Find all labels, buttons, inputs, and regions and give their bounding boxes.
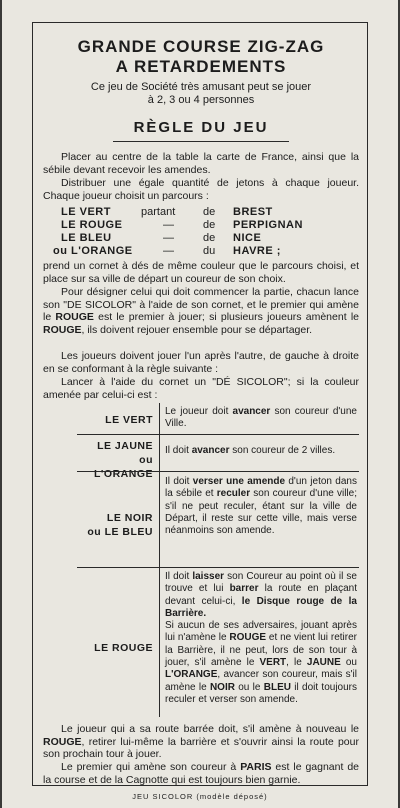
route-connector: — — [163, 245, 174, 257]
route-row — [53, 232, 353, 245]
route-city: HAVRE ; — [233, 245, 281, 257]
paragraph-barrier: Le joueur qui a sa route barrée doit, s'il amène à nouveau le ROUGE, retirer lui-même la barrière et s'ouvrir ainsi la route pour son prochain tour à jouer. — [43, 723, 359, 761]
case-rouge-effect: Il doit laisser son Coureur au point où il se trouve et lui barrer la route en plaçant devant celui-ci, le Disque rouge de la Barrière. Si aucun de ses adversaires, jouant après lui n'amène le ROUGE et ne vient lui retirer la Barrière, il ne peut, lors de son tour à jouer, s'il amène le VERT, le JAUNE ou L'ORANGE, avancer son coureur, mais s'il amène le NOIR ou le BLEU il doit toujours reculer et verser son amende. — [165, 571, 358, 705]
route-city: PERPIGNAN — [233, 219, 303, 231]
case-vert-effect: Le joueur doit avancer son coureur d'une Ville. — [165, 406, 357, 430]
route-connector: partant — [141, 206, 176, 218]
case-vert-condition: LE VERT — [105, 414, 153, 426]
case-jaune-condition: LE JAUNE ou L'ORANGE — [94, 440, 153, 480]
route-preposition: de — [203, 232, 216, 244]
case-rouge-condition: LE ROUGE — [94, 642, 153, 654]
paragraph-roll: Lancer à l'aide du cornet un "DÉ SICOLOR"; si la couleur amenée par celui-ci est : — [43, 376, 359, 401]
route-color: LE ROUGE — [61, 219, 123, 231]
table-divider — [159, 403, 160, 717]
route-row — [53, 219, 353, 232]
route-city: BREST — [233, 206, 273, 218]
route-preposition: du — [203, 245, 216, 257]
paragraph-start: Pour désigner celui qui doit commencer la partie, chacun lance son "DE SICOLOR" à l'aide de son cornet, et le premier qui amène le ROUGE est le premier à jouer; si plusieurs joueurs amènent le ROUGE, ils doivent rejouer ensemble pour se départager. — [43, 286, 359, 336]
paragraph-cornet: prend un cornet à dés de même couleur que le parcours choisi, et place sur sa ville de départ un coureur de son choix. — [43, 260, 359, 285]
table-rule — [77, 567, 359, 568]
route-connector: — — [163, 219, 174, 231]
case-noir-effect: Il doit verser une amende d'un jeton dans la sébile et reculer son coureur d'une ville; s'il ne peut reculer, étant sur la ville de Départ, il reste sur cette ville, mais verse néanmoins son amende. — [165, 476, 357, 537]
route-preposition: de — [203, 206, 216, 218]
route-row — [53, 245, 353, 258]
case-noir-condition: LE NOIR ou LE BLEU — [87, 512, 153, 538]
route-connector: — — [163, 232, 174, 244]
title-underline — [113, 141, 289, 142]
table-rule — [77, 434, 359, 435]
subtitle-line-2: à 2, 3 ou 4 personnes — [147, 94, 255, 106]
paragraph-order: Les joueurs doivent jouer l'un après l'autre, de gauche à droite en se conformant à la règle suivante : — [43, 350, 359, 375]
paragraph-setup: Placer au centre de la table la carte de France, ainsi que la sébile devant recevoir les amendes. — [43, 151, 359, 176]
route-row — [53, 206, 353, 219]
route-city: NICE — [233, 232, 262, 244]
title-line-1: GRANDE COURSE ZIG-ZAG — [77, 37, 325, 56]
table-rule — [77, 471, 359, 472]
route-color: LE VERT — [61, 206, 111, 218]
route-color: ou L'ORANGE — [53, 245, 133, 257]
footer-credit: JEU SICOLOR (modèle déposé) — [132, 792, 268, 801]
rules-card — [2, 0, 398, 808]
rule-title: RÈGLE DU JEU — [133, 119, 269, 136]
case-jaune-effect: Il doit avancer son coureur de 2 villes. — [165, 445, 336, 456]
title-line-2: A RETARDEMENTS — [115, 57, 287, 76]
subtitle-line-1: Ce jeu de Société très amusant peut se jouer — [90, 81, 312, 93]
paragraph-distribute: Distribuer une égale quantité de jetons à chaque joueur. Chaque joueur choisit un parcours : — [43, 177, 359, 202]
route-preposition: de — [203, 219, 216, 231]
card-frame — [32, 22, 368, 786]
color-effects-table — [77, 403, 359, 717]
route-color: LE BLEU — [61, 232, 112, 244]
paragraph-winner: Le premier qui amène son coureur à PARIS est le gagnant de la course et de la Cagnotte qui est toujours bien garnie. — [43, 761, 360, 786]
